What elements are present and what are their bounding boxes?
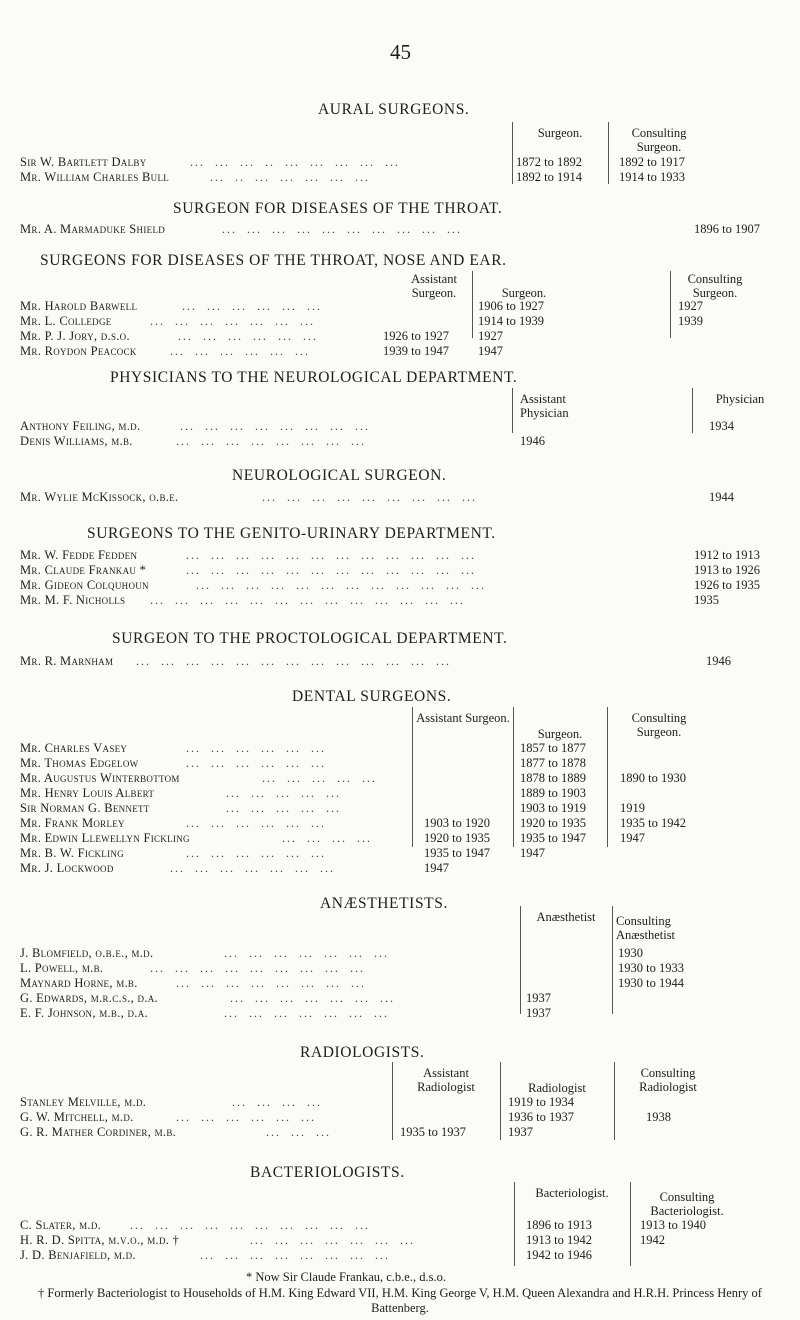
dental-consulting-6: 1935 to 1942	[620, 816, 686, 830]
procto-period-1: 1946	[706, 654, 731, 668]
dental-name-5: Sir Norman G. Bennett	[20, 801, 150, 815]
anaes-name-3: Maynard Horne, m.b.	[20, 976, 138, 990]
bact-name-2: H. R. D. Spitta, m.v.o., m.d. †	[20, 1233, 180, 1247]
neuro-phys-name-2: Denis Williams, m.b.	[20, 434, 133, 448]
genito-period-1: 1912 to 1913	[694, 548, 760, 562]
anaes-name-1: J. Blomfield, o.b.e., m.d.	[20, 946, 154, 960]
tne-assistant-4: 1939 to 1947	[383, 344, 449, 358]
dental-name-9: Mr. J. Lockwood	[20, 861, 114, 875]
bact-title: BACTERIOLOGISTS.	[250, 1164, 405, 1181]
procto-title: SURGEON TO THE PROCTOLOGICAL DEPARTMENT.	[112, 630, 508, 647]
footnote-dagger: † Formerly Bacteriologist to Households of H.M. King Edward VII, H.M. King George V, H.M. Queen Alexandra and H.R.H. Princess Henry of Battenberg.	[38, 1286, 762, 1315]
throat-title: SURGEON FOR DISEASES OF THE THROAT.	[173, 200, 503, 217]
dental-name-8: Mr. B. W. Fickling	[20, 846, 124, 860]
dental-name-1: Mr. Charles Vasey	[20, 741, 128, 755]
bact-consulting-1: 1913 to 1940	[640, 1218, 706, 1232]
aural-name-1: Sir W. Bartlett Dalby	[20, 155, 147, 169]
dental-consulting-3: 1890 to 1930	[620, 771, 686, 785]
throat-period-1: 1896 to 1907	[694, 222, 760, 236]
aural-title: AURAL SURGEONS.	[318, 101, 470, 118]
tne-name-2: Mr. L. Colledge	[20, 314, 112, 328]
genito-name-3: Mr. Gideon Colquhoun	[20, 578, 149, 592]
neuro-phys-physician-1: 1934	[709, 419, 734, 433]
page-number: 45	[390, 40, 411, 64]
bact-bacteriologist-2: 1913 to 1942	[526, 1233, 592, 1247]
neuro-phys-assistant-2: 1946	[520, 434, 545, 448]
dental-surgeon-4: 1889 to 1903	[520, 786, 586, 800]
tne-header-consulting: Consulting Surgeon.	[687, 272, 743, 300]
aural-header-consulting: Consulting Surgeon.	[631, 126, 687, 154]
bact-name-1: C. Slater, m.d.	[20, 1218, 102, 1232]
tne-name-3: Mr. P. J. Jory, d.s.o.	[20, 329, 130, 343]
genito-name-1: Mr. W. Fedde Fedden	[20, 548, 138, 562]
dental-name-4: Mr. Henry Louis Albert	[20, 786, 155, 800]
radio-radiologist-3: 1937	[508, 1125, 533, 1139]
tne-header-assistant: Assistant Surgeon.	[411, 272, 457, 300]
dental-name-7: Mr. Edwin Llewellyn Fickling	[20, 831, 190, 845]
dental-name-6: Mr. Frank Morley	[20, 816, 125, 830]
aural-header-surgeon: Surgeon.	[537, 126, 583, 140]
tne-header-surgeon: Surgeon.	[501, 286, 547, 300]
neuro-phys-header-assistant: Assistant Physician	[520, 392, 569, 420]
aural-surgeon-2: 1892 to 1914	[516, 170, 582, 184]
radio-header-radiologist: Radiologist	[528, 1081, 586, 1095]
bact-header-consulting: Consulting Bacteriologist.	[650, 1190, 724, 1218]
anaes-consulting-3: 1930 to 1944	[618, 976, 684, 990]
anaes-name-4: G. Edwards, m.r.c.s., d.a.	[20, 991, 158, 1005]
radio-consulting-2: 1938	[646, 1110, 671, 1124]
dental-assistant-6: 1903 to 1920	[424, 816, 490, 830]
anaes-header-consulting: Consulting Anæsthetist	[616, 914, 676, 942]
neuro-phys-title: PHYSICIANS TO THE NEUROLOGICAL DEPARTMENT.	[110, 369, 518, 386]
dental-surgeon-3: 1878 to 1889	[520, 771, 586, 785]
procto-name-1: Mr. R. Marnham	[20, 654, 114, 668]
dental-surgeon-7: 1935 to 1947	[520, 831, 586, 845]
radio-radiologist-1: 1919 to 1934	[508, 1095, 574, 1109]
anaes-anaesthetist-4: 1937	[526, 991, 551, 1005]
bact-bacteriologist-3: 1942 to 1946	[526, 1248, 592, 1262]
genito-title: SURGEONS TO THE GENITO-URINARY DEPARTMENT.	[87, 525, 496, 542]
dental-surgeon-8: 1947	[520, 846, 545, 860]
aural-consulting-1: 1892 to 1917	[619, 155, 685, 169]
tne-surgeon-1: 1906 to 1927	[478, 299, 544, 313]
anaes-name-5: E. F. Johnson, m.b., d.a.	[20, 1006, 148, 1020]
bact-bacteriologist-1: 1896 to 1913	[526, 1218, 592, 1232]
dental-header-surgeon: Surgeon.	[537, 727, 583, 741]
dental-surgeon-5: 1903 to 1919	[520, 801, 586, 815]
aural-consulting-2: 1914 to 1933	[619, 170, 685, 184]
dental-header-consulting: Consulting Surgeon.	[631, 711, 687, 739]
dental-surgeon-2: 1877 to 1878	[520, 756, 586, 770]
aural-name-2: Mr. William Charles Bull	[20, 170, 170, 184]
neuro-phys-name-1: Anthony Feiling, m.d.	[20, 419, 141, 433]
tne-surgeon-3: 1927	[478, 329, 503, 343]
tne-surgeon-4: 1947	[478, 344, 503, 358]
radio-title: RADIOLOGISTS.	[300, 1044, 425, 1061]
tne-consulting-1: 1927	[678, 299, 703, 313]
bact-consulting-2: 1942	[640, 1233, 665, 1247]
tne-name-1: Mr. Harold Barwell	[20, 299, 138, 313]
radio-name-2: G. W. Mitchell, m.d.	[20, 1110, 134, 1124]
radio-name-3: G. R. Mather Cordiner, m.b.	[20, 1125, 177, 1139]
radio-radiologist-2: 1936 to 1937	[508, 1110, 574, 1124]
anaes-consulting-2: 1930 to 1933	[618, 961, 684, 975]
dental-assistant-7: 1920 to 1935	[424, 831, 490, 845]
dental-surgeon-1: 1857 to 1877	[520, 741, 586, 755]
genito-period-4: 1935	[694, 593, 719, 607]
tne-surgeon-2: 1914 to 1939	[478, 314, 544, 328]
genito-name-2: Mr. Claude Frankau *	[20, 563, 147, 577]
aural-surgeon-1: 1872 to 1892	[516, 155, 582, 169]
neuro-surg-period-1: 1944	[709, 490, 734, 504]
bact-header-bacteriologist: Bacteriologist.	[535, 1186, 609, 1200]
anaes-header-anaesthetist: Anæsthetist	[536, 910, 596, 924]
radio-name-1: Stanley Melville, m.d.	[20, 1095, 147, 1109]
throat-name-1: Mr. A. Marmaduke Shield	[20, 222, 166, 236]
genito-period-2: 1913 to 1926	[694, 563, 760, 577]
tne-title: SURGEONS FOR DISEASES OF THE THROAT, NOSE AND EAR.	[40, 252, 507, 269]
radio-header-consulting: Consulting Radiologist	[639, 1066, 697, 1094]
dental-header-assistant: Assistant Surgeon.	[416, 711, 510, 725]
tne-assistant-3: 1926 to 1927	[383, 329, 449, 343]
neuro-surg-name-1: Mr. Wylie McKissock, o.b.e.	[20, 490, 179, 504]
footnote-star: * Now Sir Claude Frankau, c.b.e., d.s.o.	[246, 1270, 446, 1284]
radio-assistant-3: 1935 to 1937	[400, 1125, 466, 1139]
dental-name-3: Mr. Augustus Winterbottom	[20, 771, 180, 785]
dental-consulting-5: 1919	[620, 801, 645, 815]
anaes-anaesthetist-5: 1937	[526, 1006, 551, 1020]
bact-name-3: J. D. Benjafield, m.d.	[20, 1248, 136, 1262]
anaes-consulting-1: 1930	[618, 946, 643, 960]
dental-surgeon-6: 1920 to 1935	[520, 816, 586, 830]
neuro-phys-header-physician: Physician	[715, 392, 765, 406]
tne-consulting-2: 1939	[678, 314, 703, 328]
anaes-name-2: L. Powell, m.b.	[20, 961, 104, 975]
genito-period-3: 1926 to 1935	[694, 578, 760, 592]
dental-name-2: Mr. Thomas Edgelow	[20, 756, 139, 770]
tne-name-4: Mr. Roydon Peacock	[20, 344, 137, 358]
neuro-surg-title: NEUROLOGICAL SURGEON.	[232, 467, 447, 484]
radio-header-assistant: Assistant Radiologist	[417, 1066, 475, 1094]
genito-name-4: Mr. M. F. Nicholls	[20, 593, 126, 607]
dental-assistant-9: 1947	[424, 861, 449, 875]
dental-consulting-7: 1947	[620, 831, 645, 845]
dental-title: DENTAL SURGEONS.	[292, 688, 452, 705]
dental-assistant-8: 1935 to 1947	[424, 846, 490, 860]
anaes-title: ANÆSTHETISTS.	[320, 895, 448, 912]
